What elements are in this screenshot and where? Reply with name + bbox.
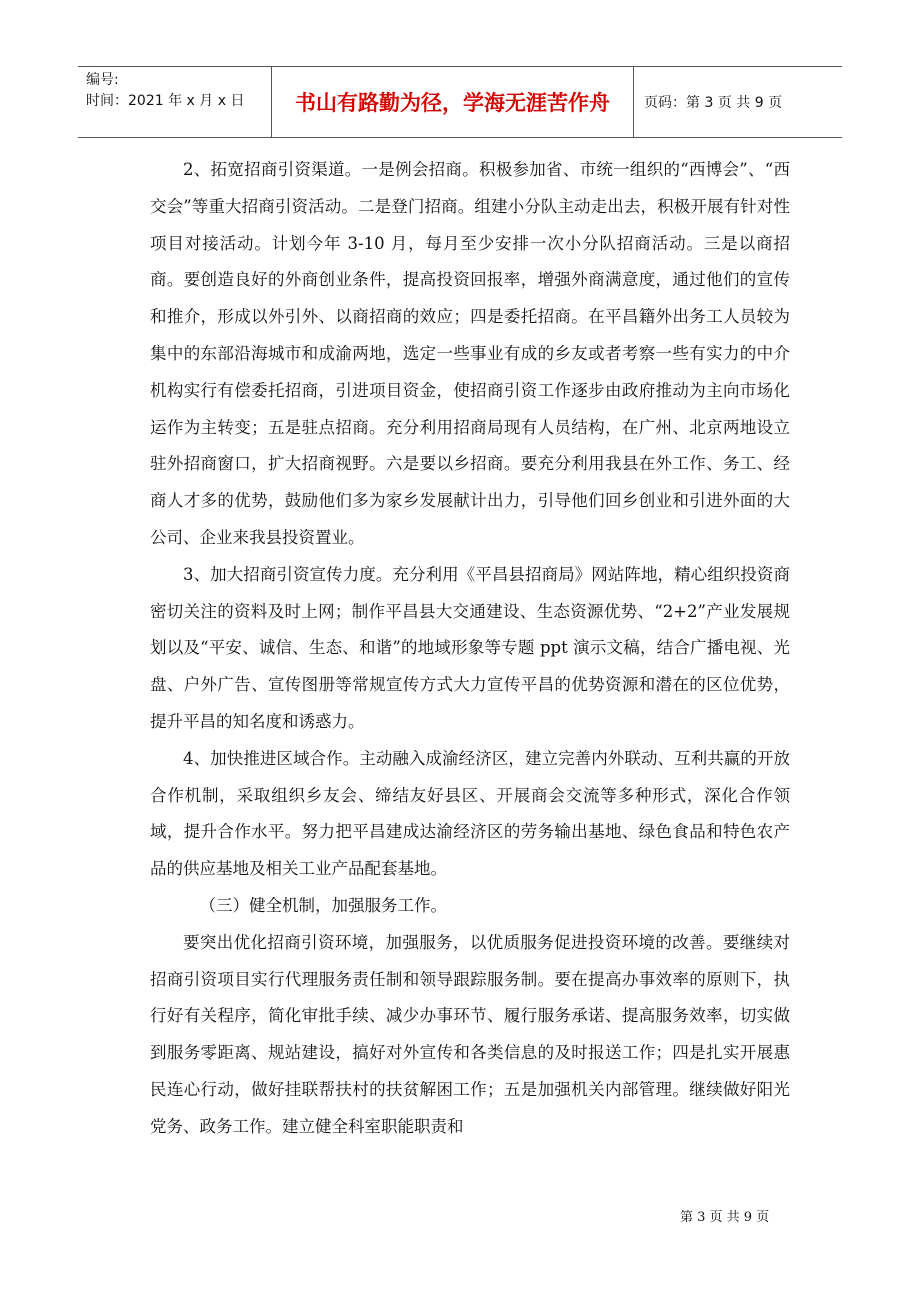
number-label: 编号: — [86, 72, 119, 88]
page-footer: 第 3 页 共 9 页 — [680, 1210, 770, 1225]
time-label: 时间：2021 年 x 月 x 日 — [86, 93, 245, 109]
paragraph-regional-cooperation: 4、加快推进区域合作。主动融入成渝经济区，建立完善内外联动、互利共赢的开放合作机制，采取组织乡友会、缔结友好县区、开展商会交流等多种形式，深化合作领域，提升合作水平。努力把平昌建成达渝经济区的劳务输出基地、绿色食品和特色农产品的供应基地及相关工业产品配套基地。 — [150, 748, 790, 879]
document-body — [150, 152, 790, 1146]
header-middle-cell — [272, 67, 634, 137]
header-right-cell — [634, 67, 842, 137]
motto: 书山有路勤为径，学海无涯苦作舟 — [295, 91, 610, 115]
page-label: 页码：第 3 页 共 9 页 — [644, 95, 783, 111]
page-header — [78, 66, 842, 138]
paragraph-channels: 2、拓宽招商引资渠道。一是例会招商。积极参加省、市统一组织的“西博会”、“西交会”等重大招商引资活动。二是登门招商。组建小分队主动走出去，积极开展有针对性项目对接活动。计划今年 3-10 月，每月至少安排一次小分队招商活动。三是以商招商。要创造良好的外商创业条件，提高投资回报率，增强外商满意度，通过他们的宣传和推介，形成以外引外、以商招商的效应；四是委托招商。在平昌籍外出务工人员较为集中的东部沿海城市和成渝两地，选定一些事业有成的乡友或者考察一些有实力的中介机构实行有偿委托招商，引进项目资金，使招商引资工作逐步由政府推动为主向市场化运作为主转变；五是驻点招商。充分利用招商局现有人员结构，在广州、北京两地设立驻外招商窗口，扩大招商视野。六是要以乡招商。要充分利用我县在外工作、务工、经商人才多的优势，鼓励他们多为家乡发展献计出力，引导他们回乡创业和引进外面的大公司、企业来我县投资置业。 — [150, 160, 790, 547]
paragraph-service: 要突出优化招商引资环境，加强服务，以优质服务促进投资环境的改善。要继续对招商引资项目实行代理服务责任制和领导跟踪服务制。要在提高办事效率的原则下，执行好有关程序，简化审批手续、减少办事环节、履行服务承诺、提高服务效率，切实做到服务零距离、规站建设，搞好对外宣传和各类信息的及时报送工作；四是扎实开展惠民连心行动，做好挂联帮扶村的扶贫解困工作；五是加强机关内部管理。继续做好阳光党务、政务工作。建立健全科室职能职责和 — [150, 932, 790, 1136]
paragraph-publicity: 3、加大招商引资宣传力度。充分利用《平昌县招商局》网站阵地，精心组织投资商密切关注的资料及时上网；制作平昌县大交通建设、生态资源优势、“2+2”产业发展规划以及“平安、诚信、生态、和谐”的地域形象等专题 ppt 演示文稿，结合广播电视、光盘、户外广告、宣传图册等常规宣传方式大力宣传平昌的优势资源和潜在的区位优势，提升平昌的知名度和诱惑力。 — [150, 564, 790, 731]
section-heading: （三）健全机制，加强服务工作。 — [199, 895, 447, 915]
header-left-cell — [78, 67, 272, 137]
